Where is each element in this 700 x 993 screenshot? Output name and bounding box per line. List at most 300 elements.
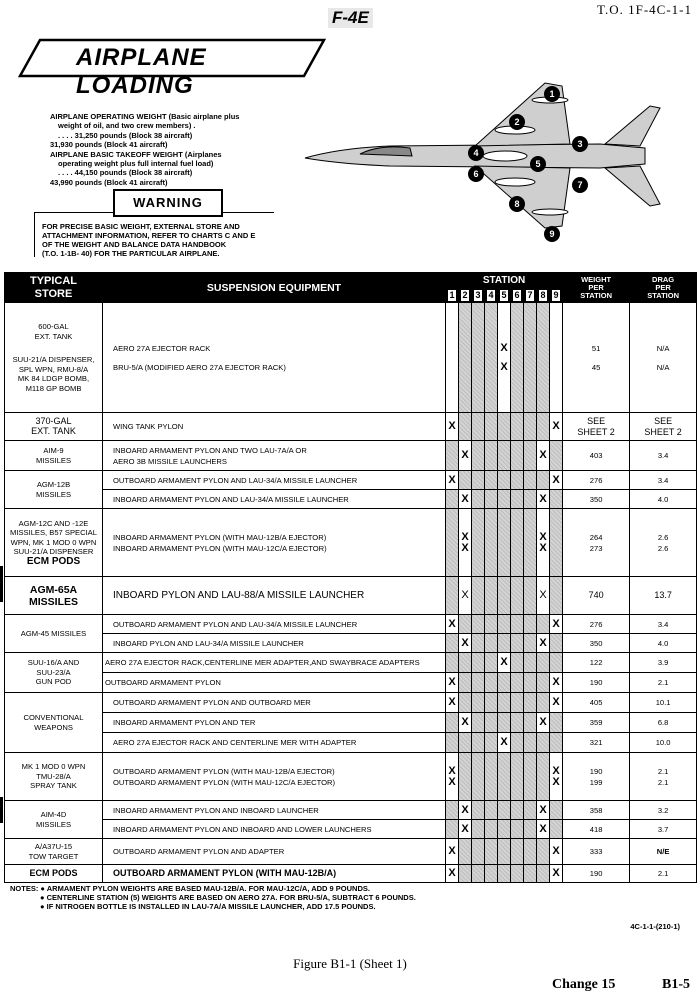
weight-value: 264: [589, 532, 603, 542]
weight-cell: 418: [563, 820, 630, 839]
page-number: B1-5: [662, 977, 690, 992]
station-cell: X: [459, 801, 472, 820]
station-cell: [459, 653, 472, 673]
suspension-line: AERO 27A EJECTOR RACK: [113, 343, 211, 353]
station-cell: [550, 713, 563, 733]
station-cell: [511, 673, 524, 693]
suspension-cell: [103, 753, 446, 801]
station-cell: [537, 865, 550, 883]
station-cell: [537, 839, 550, 865]
weight-specs: [50, 112, 300, 187]
station-cell: [485, 471, 498, 490]
station-cell: [524, 801, 537, 820]
station-cell: [472, 577, 485, 615]
station-cell: [459, 673, 472, 693]
station-cell: [524, 615, 537, 634]
station-cell: [485, 753, 498, 801]
suspension-line: INBOARD ARMAMENT PYLON (WITH MAU-12B/A EJECTOR): [113, 532, 327, 542]
takeoff-weight-label: AIRPLANE BASIC TAKEOFF WEIGHT (Airplanes: [50, 149, 222, 159]
station-cell: [485, 413, 498, 441]
station-cell: [472, 801, 485, 820]
table-row: [5, 490, 697, 509]
station-cell: X: [459, 634, 472, 653]
store-line: A/A37U-15: [34, 842, 73, 851]
station-cell: [537, 303, 550, 413]
station-cell: [446, 490, 459, 509]
weight-cell: 333: [563, 839, 630, 865]
suspension-line: INBOARD ARMAMENT PYLON AND TWO LAU-7A/A OR: [113, 445, 307, 455]
station-callout-1: 1: [549, 89, 555, 99]
store-line: AGM-12B: [36, 480, 71, 489]
station-cell: [485, 509, 498, 577]
station-cell: [472, 693, 485, 713]
station-mark: X: [500, 341, 508, 354]
table-row: [5, 865, 697, 883]
station-cell: [459, 733, 472, 753]
station-cell: [459, 615, 472, 634]
drag-value: SEE: [654, 415, 673, 426]
table-row: [5, 413, 697, 441]
header-store-1: TYPICAL: [29, 274, 78, 287]
station-cell: [511, 839, 524, 865]
station-cell: X: [537, 820, 550, 839]
station-cell: [472, 471, 485, 490]
operating-weight-label-2: weight of oil, and two crew members) .: [58, 121, 196, 131]
station-cell: X: [446, 413, 459, 441]
warning-label: WARNING: [113, 189, 223, 217]
station-callout-4: 4: [473, 148, 479, 158]
station-cell: [524, 713, 537, 733]
station-cell: X: [550, 413, 563, 441]
station-cell: [485, 733, 498, 753]
store-line: TMU-28/A: [36, 771, 71, 781]
station-cell: [550, 634, 563, 653]
table-row: [5, 471, 697, 490]
station-cell: X: [459, 441, 472, 471]
header-station: STATION: [446, 273, 563, 288]
store-cell: [5, 471, 103, 509]
station-cell: [446, 713, 459, 733]
to-number: T.O. 1F-4C-1-1: [596, 2, 692, 17]
warning-line-4: (T.O. 1-1B- 40) FOR THE PARTICULAR AIRPLANE.: [42, 249, 220, 258]
drag-value: 2.6: [657, 532, 669, 542]
suspension-cell: INBOARD PYLON AND LAU-88/A MISSILE LAUNCHER: [103, 577, 446, 615]
suspension-cell: INBOARD ARMAMENT PYLON AND TER: [103, 713, 446, 733]
store-cell: [5, 441, 103, 471]
station-cell: [524, 413, 537, 441]
station-cell: [537, 615, 550, 634]
station-cell: [537, 693, 550, 713]
station-cell: [550, 801, 563, 820]
station-cell: [498, 577, 511, 615]
station-cell: [550, 577, 563, 615]
store-line: AGM-65A: [29, 583, 78, 596]
drag-value: N/A: [656, 362, 670, 372]
station-cell: X: [446, 839, 459, 865]
header-drag-3: STATION: [647, 290, 679, 300]
drag-cell: 6.8: [630, 713, 697, 733]
station-cell: X: [459, 577, 472, 615]
station-cell: [511, 634, 524, 653]
takeoff-weight-b41: 43,990 pounds (Block 41 aircraft): [50, 177, 168, 187]
station-cell: [524, 865, 537, 883]
weight-value: 45: [591, 362, 601, 372]
station-cell: [485, 801, 498, 820]
table-row: [5, 615, 697, 634]
header-suspension: SUSPENSION EQUIPMENT: [103, 273, 446, 303]
store-line: 600-GAL: [38, 322, 69, 331]
station-mark: X: [448, 775, 456, 788]
station-callout-8: 8: [514, 199, 520, 209]
change-number: Change 15: [552, 977, 616, 992]
table-row: [5, 303, 697, 413]
station-cell: X: [446, 673, 459, 693]
store-line: WEAPONS: [34, 722, 73, 732]
header-typical-store: [5, 273, 103, 303]
station-cell: [498, 509, 511, 577]
store-line: MISSILES: [35, 455, 72, 465]
station-cell: X: [537, 634, 550, 653]
table-row: [5, 693, 697, 713]
station-cell: X: [537, 577, 550, 615]
header-drag-2: PER: [655, 282, 671, 292]
station-cell: [498, 441, 511, 471]
station-cell: [472, 733, 485, 753]
drag-value: N/A: [656, 343, 670, 353]
station-num-8: 8: [540, 289, 546, 300]
weight-cell: [563, 509, 630, 577]
weight-cell: [563, 753, 630, 801]
station-cell: X: [459, 713, 472, 733]
weight-cell: 190: [563, 865, 630, 883]
note-3: ● IF NITROGEN BOTTLE IS INSTALLED IN LAU-7A/A MISSILE LAUNCHER, ADD 17.5 POUNDS.: [40, 902, 376, 911]
station-num-2: 2: [462, 289, 468, 300]
station-cell: X: [537, 713, 550, 733]
suspension-cell: INBOARD ARMAMENT PYLON AND INBOARD LAUNCHER: [103, 801, 446, 820]
note-1-text: ARMAMENT PYLON WEIGHTS ARE BASED MAU-12B/A. FOR MAU-12C/A, ADD 9 POUNDS.: [46, 884, 370, 893]
aircraft-planform: [300, 78, 700, 268]
suspension-cell: [103, 303, 446, 413]
station-cell: X: [550, 839, 563, 865]
station-cell: [537, 413, 550, 441]
station-cell: [511, 801, 524, 820]
station-cell: [459, 693, 472, 713]
station-cell: [472, 634, 485, 653]
station-col-5: [498, 288, 511, 303]
station-cell: X: [446, 693, 459, 713]
station-col-4: [485, 288, 498, 303]
station-cell: [446, 509, 459, 577]
station-cell: [485, 303, 498, 413]
store-line: EXT. TANK: [34, 331, 73, 341]
station-cell: [485, 653, 498, 673]
station-cell: [524, 303, 537, 413]
drag-cell: 10.1: [630, 693, 697, 713]
station-cell: [511, 753, 524, 801]
store-line: M118 GP BOMB: [25, 383, 82, 393]
station-cell: [485, 713, 498, 733]
takeoff-weight-label-2: operating weight plus full internal fuel load): [58, 159, 214, 169]
store-cell: [5, 801, 103, 839]
station-cell: [537, 733, 550, 753]
weight-value: 51: [591, 343, 601, 353]
station-cell: [537, 509, 550, 577]
header-weight-1: WEIGHT: [581, 274, 612, 284]
station-cell: X: [550, 615, 563, 634]
station-cell: [537, 653, 550, 673]
station-mark: X: [448, 764, 456, 777]
store-line: TOW TARGET: [28, 851, 79, 861]
station-cell: [498, 634, 511, 653]
store-line: CONVENTIONAL: [23, 713, 84, 722]
weight-cell: 359: [563, 713, 630, 733]
station-cell: [537, 673, 550, 693]
table-row: [5, 634, 697, 653]
station-cell: [446, 733, 459, 753]
station-cell: [446, 303, 459, 413]
station-cell: [459, 471, 472, 490]
note-3-text: IF NITROGEN BOTTLE IS INSTALLED IN LAU-7A/A MISSILE LAUNCHER, ADD 17.5 POUNDS.: [46, 902, 376, 911]
station-cell: [498, 471, 511, 490]
suspension-cell: AERO 27A EJECTOR RACK AND CENTERLINE MER WITH ADAPTER: [103, 733, 446, 753]
drag-cell: 2.1: [630, 865, 697, 883]
weight-cell: 350: [563, 490, 630, 509]
store-cell: ECM PODS: [5, 865, 103, 883]
store-cell: [5, 303, 103, 413]
station-cell: [459, 865, 472, 883]
station-cell: [459, 839, 472, 865]
station-cell: X: [446, 865, 459, 883]
suspension-cell: OUTBOARD ARMAMENT PYLON: [103, 673, 446, 693]
station-cell: [524, 634, 537, 653]
header-weight-2: PER: [588, 282, 604, 292]
station-cell: X: [498, 733, 511, 753]
station-cell: [511, 820, 524, 839]
station-cell: X: [537, 801, 550, 820]
station-cell: [472, 615, 485, 634]
station-cell: [472, 839, 485, 865]
table-row: [5, 839, 697, 865]
station-cell: [524, 733, 537, 753]
warning-line-3: OF THE WEIGHT AND BALANCE DATA HANDBOOK: [42, 240, 227, 249]
station-cell: X: [550, 865, 563, 883]
station-cell: [498, 801, 511, 820]
station-num-1: 1: [449, 289, 455, 300]
weight-cell: 405: [563, 693, 630, 713]
table-row: [5, 820, 697, 839]
suspension-line: OUTBOARD ARMAMENT PYLON (WITH MAU-12B/A EJECTOR): [113, 766, 335, 776]
note-1: NOTES: ● ARMAMENT PYLON WEIGHTS ARE BASED MAU-12B/A. FOR MAU-12C/A, ADD 9 POUNDS.: [10, 884, 370, 893]
suspension-cell: WING TANK PYLON: [103, 413, 446, 441]
store-line: MISSILES: [28, 595, 78, 608]
store-cell: [5, 413, 103, 441]
station-cell: [485, 615, 498, 634]
drag-cell: 4.0: [630, 634, 697, 653]
table-row: [5, 653, 697, 673]
station-cell: [511, 865, 524, 883]
warning-line-1: FOR PRECISE BASIC WEIGHT, EXTERNAL STORE AND: [42, 222, 240, 231]
drag-value: 2.6: [657, 543, 669, 553]
station-callout-3: 3: [577, 139, 583, 149]
station-mark: X: [461, 530, 469, 543]
weight-cell: 276: [563, 471, 630, 490]
station-mark: X: [500, 360, 508, 373]
title-banner: [18, 38, 318, 99]
weight-value: 190: [589, 766, 603, 776]
suspension-cell: INBOARD PYLON AND LAU-34/A MISSILE LAUNCHER: [103, 634, 446, 653]
suspension-line: AERO 3B MISSILE LAUNCHERS: [113, 456, 227, 466]
station-mark: X: [539, 541, 547, 554]
station-mark: X: [539, 530, 547, 543]
station-cell: X: [498, 653, 511, 673]
weight-cell: 122: [563, 653, 630, 673]
loading-table: [4, 272, 697, 883]
figure-code: 4C-1-1-(210-1): [630, 922, 680, 931]
station-cell: [498, 303, 511, 413]
drag-cell: N/E: [630, 839, 697, 865]
takeoff-weight-b38: . . . . 44,150 pounds (Block 38 aircraft): [58, 168, 193, 178]
station-cell: [446, 577, 459, 615]
drag-cell: [630, 303, 697, 413]
store-line: WPN, MK 1 MOD 0 WPN: [10, 537, 97, 547]
station-callout-7: 7: [577, 180, 583, 190]
station-cell: [550, 820, 563, 839]
station-cell: [472, 653, 485, 673]
station-cell: [524, 820, 537, 839]
station-mark: X: [552, 775, 560, 788]
station-cell: [459, 303, 472, 413]
station-cell: [498, 820, 511, 839]
table-row: [5, 753, 697, 801]
store-line: MK 1 MOD 0 WPN: [21, 762, 86, 772]
station-cell: [537, 753, 550, 801]
station-cell: [511, 713, 524, 733]
store-cell: [5, 577, 103, 615]
change-bar: [0, 566, 3, 602]
notes: [10, 884, 570, 911]
header-weight: [563, 273, 630, 303]
station-cell: [550, 490, 563, 509]
warning-text: [42, 222, 292, 258]
store-cell: [5, 509, 103, 577]
station-num-6: 6: [514, 289, 520, 300]
suspension-cell: INBOARD ARMAMENT PYLON AND LAU-34/A MISSILE LAUNCHER: [103, 490, 446, 509]
weight-value: 273: [589, 543, 603, 553]
station-cell: [511, 509, 524, 577]
store-line: SUU-21/A DISPENSER: [13, 547, 94, 557]
figure-caption: Figure B1-1 (Sheet 1): [293, 956, 407, 971]
station-cell: [524, 693, 537, 713]
station-cell: [498, 713, 511, 733]
drag-cell: 13.7: [630, 577, 697, 615]
station-cell: X: [459, 490, 472, 509]
suspension-cell: OUTBOARD ARMAMENT PYLON AND OUTBOARD MER: [103, 693, 446, 713]
station-cell: [485, 820, 498, 839]
station-col-6: [511, 288, 524, 303]
store-cell: AGM-45 MISSILES: [5, 615, 103, 653]
table-row: [5, 509, 697, 577]
station-cell: [485, 865, 498, 883]
station-cell: [446, 753, 459, 801]
station-cell: [537, 471, 550, 490]
station-cell: [472, 441, 485, 471]
station-num-4: 4: [488, 289, 494, 300]
store-line: ECM PODS: [26, 555, 81, 567]
drag-value: SHEET 2: [644, 426, 682, 437]
weight-value: 199: [589, 777, 603, 787]
weight-cell: 321: [563, 733, 630, 753]
station-cell: [472, 753, 485, 801]
store-line: SUU-23/A: [36, 667, 71, 677]
weight-cell: 358: [563, 801, 630, 820]
station-cell: [511, 303, 524, 413]
table-row: [5, 713, 697, 733]
station-cell: [472, 820, 485, 839]
station-col-3: [472, 288, 485, 303]
station-mark: X: [552, 764, 560, 777]
suspension-cell: OUTBOARD ARMAMENT PYLON AND LAU-34/A MISSILE LAUNCHER: [103, 615, 446, 634]
station-cell: X: [446, 471, 459, 490]
station-cell: X: [550, 693, 563, 713]
table-row: [5, 733, 697, 753]
station-cell: [511, 441, 524, 471]
drag-cell: 4.0: [630, 490, 697, 509]
station-cell: [446, 820, 459, 839]
store-line: EXT. TANK: [31, 425, 76, 436]
station-cell: [550, 303, 563, 413]
station-cell: [446, 653, 459, 673]
station-cell: [498, 490, 511, 509]
station-cell: [498, 693, 511, 713]
store-line: MISSILES: [35, 819, 72, 829]
table-row: [5, 577, 697, 615]
station-cell: [472, 303, 485, 413]
station-cell: [485, 673, 498, 693]
suspension-cell: OUTBOARD ARMAMENT PYLON AND ADAPTER: [103, 839, 446, 865]
station-cell: [485, 441, 498, 471]
store-line: AIM-9: [43, 446, 64, 455]
station-cell: [550, 653, 563, 673]
store-cell: [5, 653, 103, 693]
station-num-9: 9: [553, 289, 559, 300]
weight-cell: 350: [563, 634, 630, 653]
aircraft-model: F-4E: [328, 8, 373, 28]
store-line: MK 84 LDGP BOMB,: [17, 374, 90, 383]
station-cell: [550, 753, 563, 801]
suspension-cell: [103, 509, 446, 577]
drag-cell: [630, 413, 697, 441]
drag-value: 2.1: [657, 766, 669, 776]
station-cell: [472, 713, 485, 733]
station-cell: [550, 509, 563, 577]
suspension-line: BRU-5/A (MODIFIED AERO 27A EJECTOR RACK): [113, 362, 286, 372]
station-cell: [472, 673, 485, 693]
store-line: MISSILES, B57 SPECIAL: [10, 528, 97, 538]
station-cell: [524, 753, 537, 801]
weight-cell: 403: [563, 441, 630, 471]
station-col-9: [550, 288, 563, 303]
station-cell: X: [550, 673, 563, 693]
station-cell: X: [459, 820, 472, 839]
table-row: [5, 441, 697, 471]
weight-cell: 740: [563, 577, 630, 615]
weight-cell: 276: [563, 615, 630, 634]
station-col-8: [537, 288, 550, 303]
station-cell: [511, 413, 524, 441]
station-cell: [524, 509, 537, 577]
drag-value: 2.1: [657, 777, 669, 787]
store-line: 370-GAL: [35, 416, 72, 426]
